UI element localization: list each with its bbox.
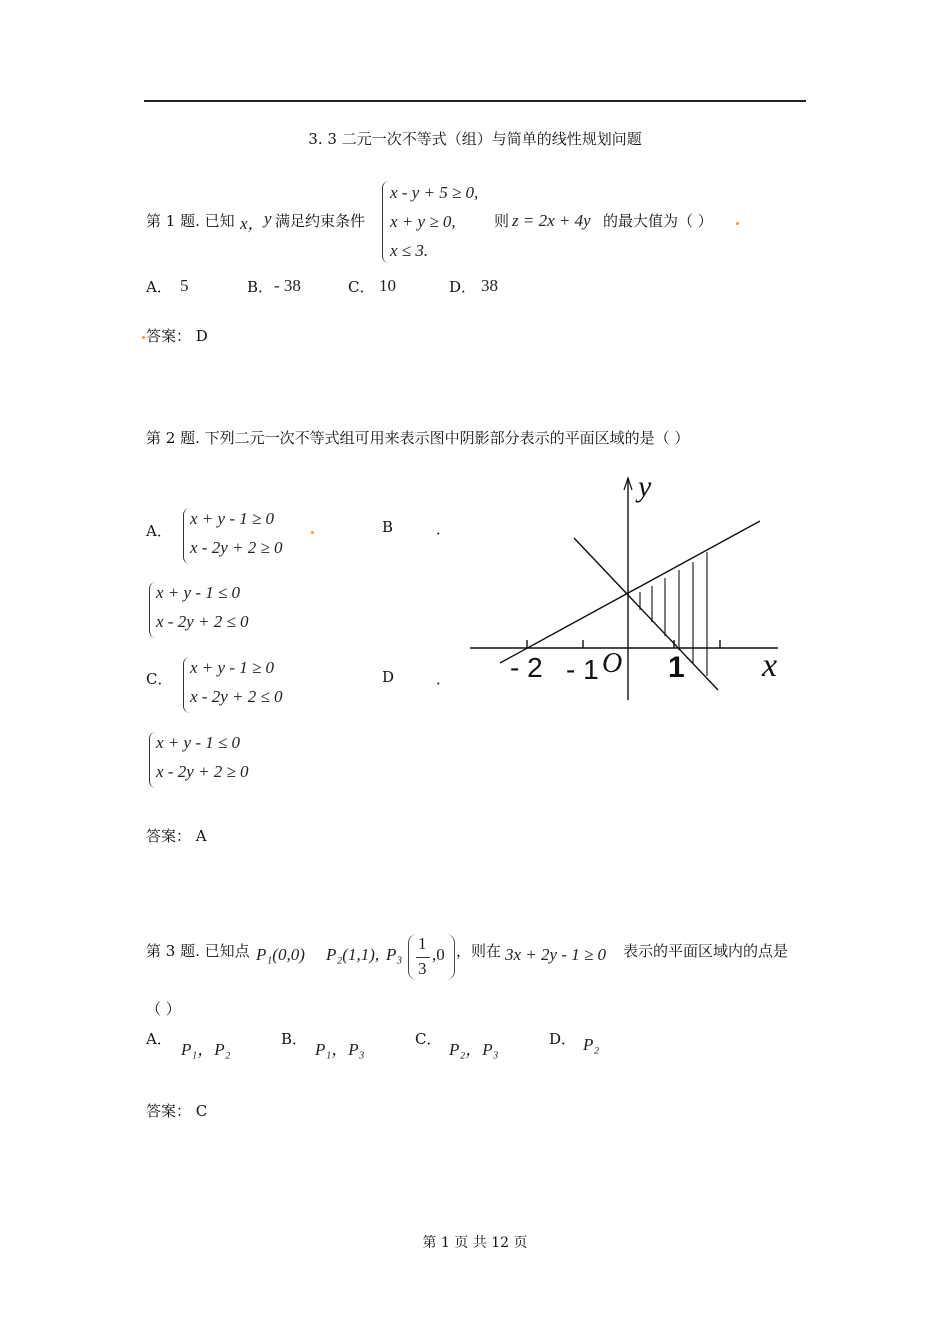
q2-option-a-brace (183, 508, 190, 564)
stray-dot (736, 222, 739, 225)
q2-option-b-line-1: x + y - 1 ≤ 0 (156, 583, 241, 602)
line-x-minus-2y-plus-2 (500, 521, 760, 663)
q3-option-d-label: D． (549, 1030, 577, 1048)
q3-paren: （ ） (146, 1000, 181, 1018)
q1-option-c-label: C． (348, 278, 375, 296)
q2-option-d-line-1: x + y - 1 ≤ 0 (156, 733, 241, 752)
q3-option-c-label: C． (415, 1030, 442, 1048)
q3-option-a-value: P₁，P₂ (181, 1040, 231, 1059)
q2-option-b-brace (149, 582, 156, 638)
q2-option-c-line-2: x - 2y + 2 ≤ 0 (190, 687, 283, 706)
q3-mid: ，则在 (456, 942, 502, 960)
graph-tick-neg1-label: - 1 (566, 654, 599, 685)
q1-var-y: y (264, 209, 272, 228)
q3-option-d-value: P₂ (583, 1035, 600, 1054)
q1-objective: z = 2x + 4y (512, 211, 591, 230)
q3-p3-fraction-bar (416, 957, 430, 958)
q2-stem: 第 2 题. 下列二元一次不等式组可用来表示图中阴影部分表示的平面区域的是（ ） (146, 429, 690, 447)
header-rule (144, 100, 806, 102)
q2-option-b-label: B (382, 518, 394, 536)
q1-option-a-value: 5 (180, 276, 189, 295)
q2-option-c-label: C． (146, 670, 173, 688)
q3-option-b-label: B． (281, 1030, 308, 1048)
graph-tick-1-label: 1 (668, 651, 685, 684)
q1-var-x: x， (240, 214, 265, 233)
q3-p3-rest: ,0 (432, 945, 445, 964)
q1-answer: 答案： D (146, 327, 208, 345)
q3-suffix: 表示的平面区域内的点是 (623, 942, 789, 960)
q1-prefix: 第 1 题. 已知 (146, 212, 235, 230)
q2-option-d-period: ． (436, 670, 452, 688)
q1-ask: 的最大值为（ ） (603, 212, 713, 230)
q3-option-a-label: A． (146, 1030, 172, 1048)
q2-option-d-brace (149, 732, 156, 788)
q3-answer: 答案： C (146, 1102, 208, 1120)
q2-option-d-label: D (382, 668, 395, 686)
page-title: 3. 3 二元一次不等式（组）与简单的线性规划问题 (308, 130, 642, 148)
graph-tick-neg2-label: - 2 (510, 652, 543, 683)
graph-y-label: y (638, 470, 652, 503)
q2-option-b-period: ． (436, 520, 452, 538)
q2-option-b-line-2: x - 2y + 2 ≤ 0 (156, 612, 249, 631)
q1-option-d-label: D． (449, 278, 477, 296)
q2-option-a-label: A． (146, 522, 172, 540)
q3-p3-name: P₃ (386, 945, 403, 964)
q3-p3-denominator: 3 (418, 959, 427, 978)
q1-then: 则 (494, 212, 510, 230)
q2-answer: 答案： A (146, 827, 207, 845)
stray-dot (142, 336, 145, 339)
q1-constraint-3: x ≤ 3. (390, 241, 429, 260)
q3-p3-paren-right (446, 934, 455, 980)
q1-constraint-1: x - y + 5 ≥ 0, (390, 183, 479, 202)
graph-x-label: x (762, 647, 778, 684)
stray-dot (311, 531, 314, 534)
q3-p1: P₁(0,0) (256, 945, 305, 964)
q3-p2: P₂(1,1), (326, 945, 380, 964)
q1-option-b-value: - 38 (274, 276, 301, 295)
q2-option-a-line-2: x - 2y + 2 ≥ 0 (190, 538, 283, 557)
graph-origin-label: O (602, 648, 623, 679)
q1-brace (382, 181, 389, 263)
q2-region-graph (460, 470, 800, 710)
q1-cond-text: 满足约束条件 (275, 212, 366, 230)
q1-option-c-value: 10 (379, 276, 396, 295)
q2-option-a-line-1: x + y - 1 ≥ 0 (190, 509, 275, 528)
q3-inequality: 3x + 2y - 1 ≥ 0 (505, 945, 607, 964)
q1-constraint-2: x + y ≥ 0, (390, 212, 456, 231)
page-footer: 第 1 页 共 12 页 (422, 1235, 528, 1251)
q2-option-c-brace (183, 657, 190, 713)
q2-option-c-line-1: x + y - 1 ≥ 0 (190, 658, 275, 677)
q3-prefix: 第 3 题. 已知点 (146, 942, 250, 960)
q3-option-b-value: P₁，P₃ (315, 1040, 365, 1059)
q1-option-a-label: A． (146, 278, 172, 296)
q1-option-d-value: 38 (481, 276, 498, 295)
q1-option-b-label: B． (247, 278, 274, 296)
q3-p3-numerator: 1 (418, 934, 427, 953)
q2-option-d-line-2: x - 2y + 2 ≥ 0 (156, 762, 249, 781)
q3-option-c-value: P₂，P₃ (449, 1040, 499, 1059)
